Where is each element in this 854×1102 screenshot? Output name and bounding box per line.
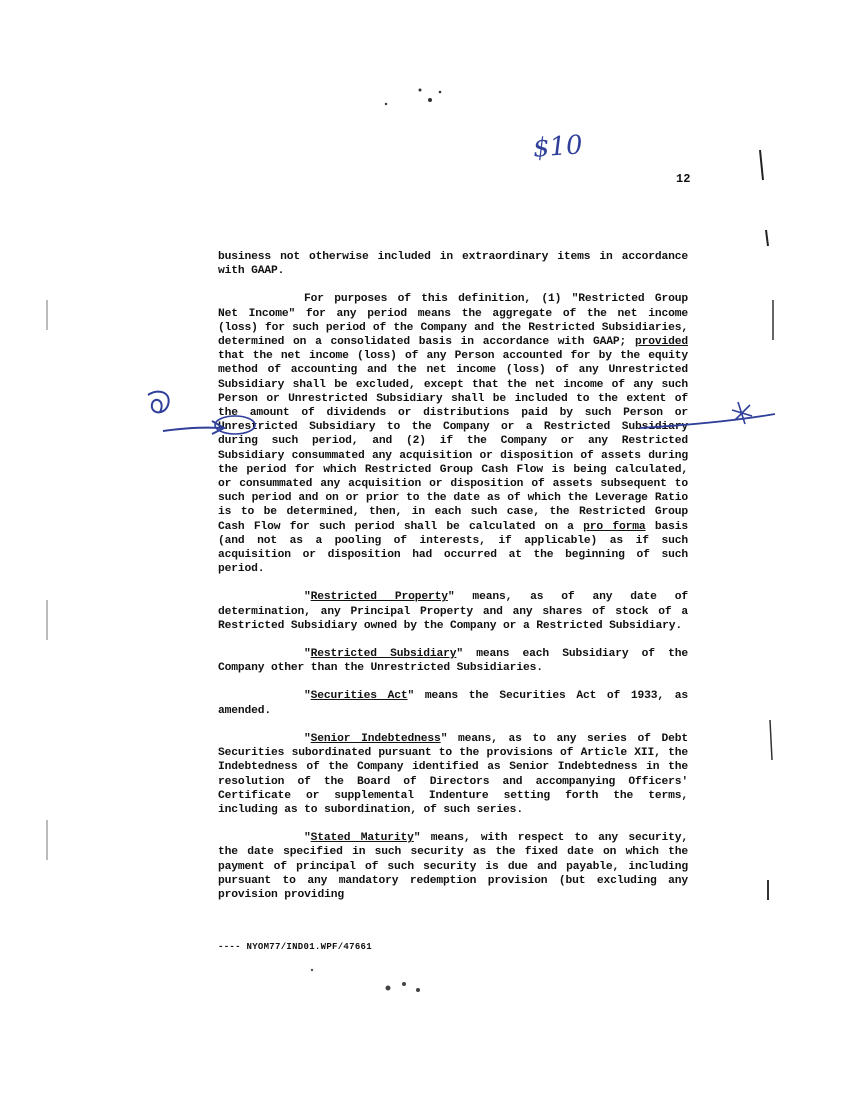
right-line-mark (640, 414, 775, 428)
bottom-speck-d (311, 969, 313, 971)
top-speck-c (439, 91, 442, 94)
text-run: " (304, 832, 311, 845)
text-run: basis (and not as a pooling of interests, if applicable) as if such acquisition or disposition had occurred at the beginning of such period. (218, 520, 688, 576)
left-arrow-mark (163, 428, 222, 431)
top-speck-b (419, 89, 422, 92)
circle-mark (215, 416, 255, 434)
text-run: " (304, 690, 311, 703)
left-scribble-mark (148, 392, 169, 413)
text-run: " means, as of any date of determination, any Principal Property and any shares of stock of a Restricted Subsidiary owned by the Company or a Restricted Subsidiary. (218, 591, 688, 632)
underlined-term: provided (634, 336, 688, 349)
star-mark (732, 402, 752, 424)
text-run: that the net income (loss) of any Person accounted for by the equity method of accounting and the net income (loss) of any Unrestricted Subsidiary shall be excluded, except that the net income of any such Person or Unrestricted Subsidiary shall be included to the extent of the amount of dividends or distributions paid by such Person or Unrestricted Subsidiary to the Company or a Restricted Subsidiary during such period, and (2) if the Company or any Restricted Subsidiary consummated any acquisition or disposition of assets during the period for which Restricted Group Cash Flow is being calculated, or consummated any acquisition or disposition of assets subsequent to such period and on or prior to the date as of which the Leverage Ratio is to be determined, then, in each such case, the Restricted Group Cash Flow for such period shall be calculated on a (218, 350, 688, 533)
text-run: " (304, 591, 311, 604)
top-speck-a (428, 98, 432, 102)
bottom-speck-c (416, 988, 420, 992)
text-run: " (304, 732, 311, 745)
text-run: " means, with respect to any security, the date specified in such security as the fixed date on which the payment of principal of such security is due and payable, including pursuant to any mandatory redemption provision (but excluding any provision providing (218, 832, 688, 901)
text-run: " means each Subsidiary of the Company other than the Unrestricted Subsidiaries. (218, 648, 688, 675)
underlined-term: Stated Maturity (310, 832, 414, 845)
edge-speck-3 (766, 230, 768, 246)
text-run: business not otherwise included in extraordinary items in accordance with GAAP. (218, 251, 688, 278)
text-run: " (304, 648, 311, 661)
document-footer: ---- NYOM77/IND01.WPF/47661 (218, 942, 372, 952)
underlined-term: Senior Indebtedness (310, 732, 441, 745)
edge-speck-4 (770, 720, 772, 760)
page-number: 12 (676, 172, 691, 186)
bottom-speck-b (402, 982, 406, 986)
underlined-term: Restricted Property (310, 591, 448, 604)
edge-speck-1 (760, 150, 763, 180)
top-speck-d (385, 103, 387, 105)
text-run: For purposes of this definition, (1) "Restricted Group Net Income" for any period means the aggregate of the net income (loss) for such period of the Company and the Restricted Subsidiaries, determined on a consolidated basis in accordance with GAAP; (218, 293, 688, 349)
handwritten-note: $10 (532, 130, 584, 164)
underlined-term: pro forma (583, 520, 646, 533)
bottom-speck-a (386, 986, 391, 991)
text-run: " means the Securities Act of 1933, as amended. (218, 690, 688, 717)
underlined-term: Securities Act (310, 690, 408, 703)
underlined-term: Restricted Subsidiary (310, 648, 457, 661)
text-run: " means, as to any series of Debt Securities subordinated pursuant to the provisions of Article XII, the Indebtedness of the Company identified as Senior Indebtedness in the resolution of the Board of Directors and accompanying Officers' Certificate or supplemental Indenture setting forth the terms, including as to subordination, of such series. (218, 732, 688, 816)
